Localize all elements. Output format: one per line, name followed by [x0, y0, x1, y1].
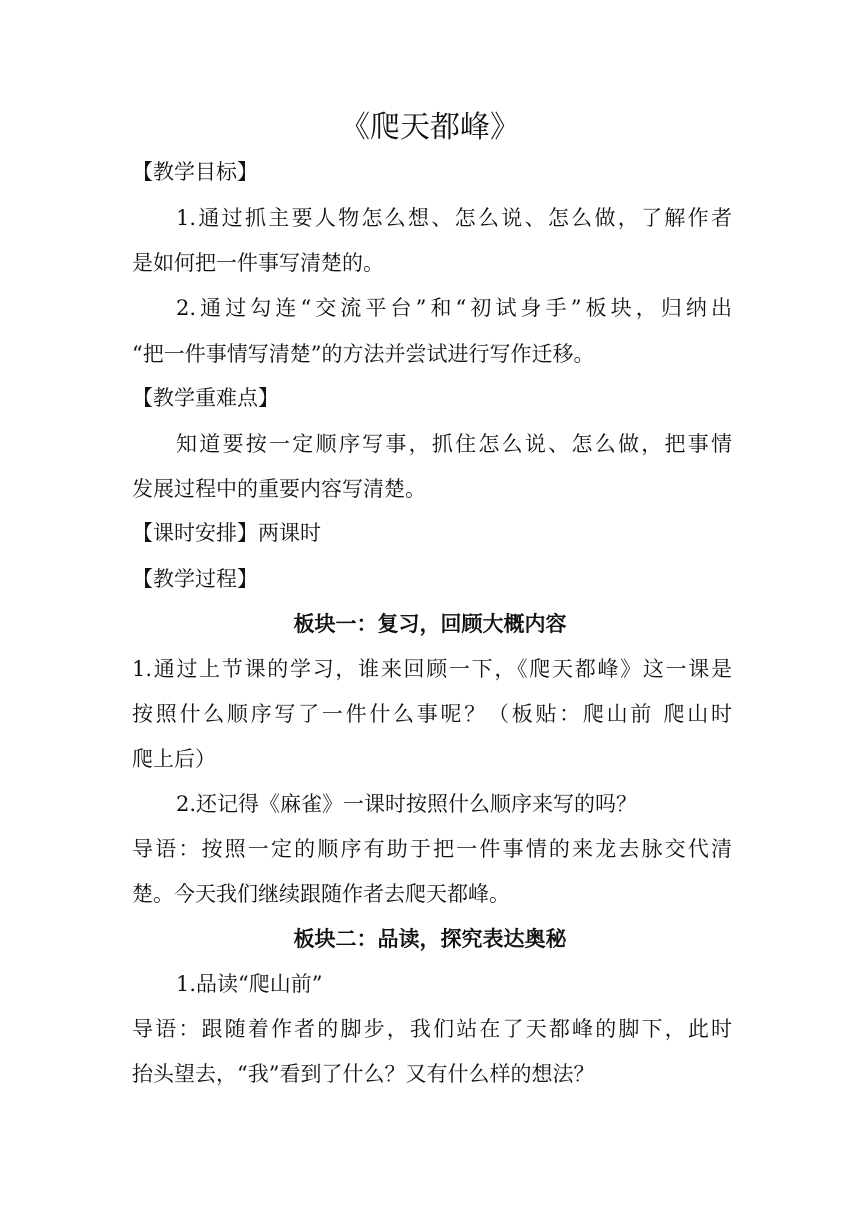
- objective-2-line-1: 2.通过勾连“交流平台”和“初试身手”板块，归纳出: [176, 296, 732, 320]
- key-points-line-1: 知道要按一定顺序写事，抓住怎么说、怎么做，把事情: [176, 432, 732, 456]
- section-1-guide-line-2: 楚。今天我们继续跟随作者去爬天都峰。: [132, 882, 510, 906]
- section-1-question-1-line-1: 1.通过上节课的学习，谁来回顾一下，《爬天都峰》这一课是: [132, 657, 732, 681]
- section-2-heading: 板块二：品读，探究表达奥秘: [293, 927, 567, 951]
- section-1-heading: 板块一：复习，回顾大概内容: [293, 612, 567, 636]
- section-2-item-1: 1.品读“爬山前”: [176, 972, 323, 996]
- section-1-question-2: 2.还记得《麻雀》一课时按照什么顺序来写的吗？: [176, 792, 638, 816]
- objective-1-line-1: 1.通过抓主要人物怎么想、怎么说、怎么做，了解作者: [176, 206, 732, 230]
- key-points-heading: 【教学重难点】: [132, 386, 279, 410]
- section-1-question-1-line-2: 按照什么顺序写了一件什么事呢？（板贴：爬山前 爬山时: [132, 702, 732, 726]
- schedule-line: 【课时安排】两课时: [132, 521, 321, 545]
- process-heading: 【教学过程】: [132, 567, 258, 591]
- section-1-guide-line-1: 导语：按照一定的顺序有助于把一件事情的来龙去脉交代清: [132, 837, 732, 861]
- key-points-line-2: 发展过程中的重要内容写清楚。: [132, 477, 426, 501]
- objectives-heading: 【教学目标】: [132, 160, 258, 184]
- section-2-guide-line-1: 导语：跟随着作者的脚步，我们站在了天都峰的脚下，此时: [132, 1017, 732, 1041]
- objective-2-line-2: “把一件事情写清楚”的方法并尝试进行写作迁移。: [132, 342, 595, 366]
- section-2-guide-line-2: 抬头望去，“我”看到了什么？又有什么样的想法？: [132, 1062, 595, 1086]
- document-title: 《爬天都峰》: [340, 110, 520, 145]
- section-1-question-1-line-3: 爬上后）: [132, 747, 216, 771]
- objective-1-line-2: 是如何把一件事写清楚的。: [132, 251, 384, 275]
